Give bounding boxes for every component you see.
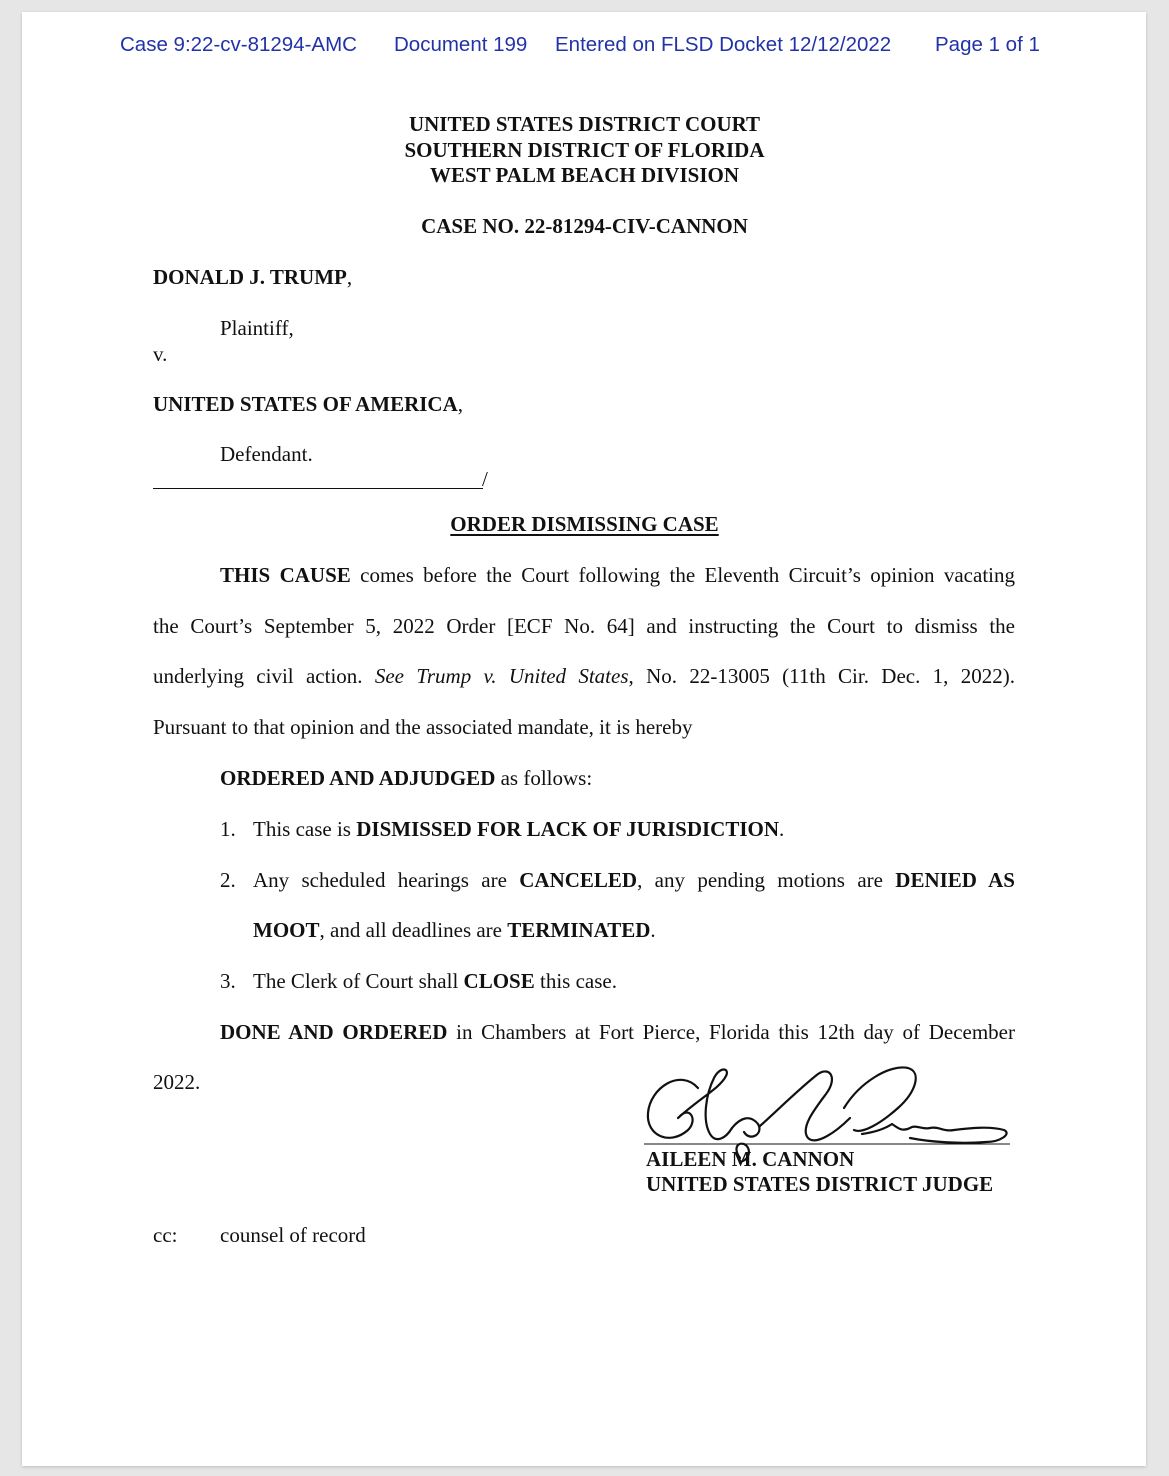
court-district: SOUTHERN DISTRICT OF FLORIDA [404,138,765,162]
judge-name: AILEEN M. CANNON [646,1147,855,1171]
defendant-name: UNITED STATES OF AMERICA, [153,392,463,416]
caption-rule [153,488,483,489]
item-1-number: 1. [220,817,236,841]
cc-label: cc: [153,1223,178,1247]
case-number: CASE NO. 22-81294-CIV-CANNON [421,214,748,238]
stamp-document: Document 199 [394,33,528,56]
item-2-line-1: Any scheduled hearings are CANCELED, any pending motions are DENIED AS [253,868,1015,892]
paragraph-line-4: Pursuant to that opinion and the associated mandate, it is hereby [153,715,693,739]
done-year: 2022. [153,1070,201,1094]
paragraph-line-3: underlying civil action. See Trump v. United States, No. 22-13005 (11th Cir. Dec. 1, 2022). [153,664,1015,688]
stamp-case: Case 9:22-cv-81294-AMC [120,33,357,56]
item-2-number: 2. [220,868,236,892]
order-title: ORDER DISMISSING CASE [450,512,719,536]
item-3-number: 3. [220,969,236,993]
cc-value: counsel of record [220,1223,366,1247]
item-2-line-2: MOOT, and all deadlines are TERMINATED. [253,918,656,942]
stamp-page: Page 1 of 1 [935,33,1040,56]
plaintiff-name: DONALD J. TRUMP, [153,265,353,289]
done-ordered: DONE AND ORDERED in Chambers at Fort Pierce, Florida this 12th day of December [220,1020,1015,1044]
item-1-text: This case is DISMISSED FOR LACK OF JURISDICTION. [253,817,785,841]
caption-slash: / [482,467,488,491]
item-3-text: The Clerk of Court shall CLOSE this case. [253,969,617,993]
judge-title: UNITED STATES DISTRICT JUDGE [646,1172,994,1196]
paragraph-line-1: THIS CAUSE comes before the Court following the Eleventh Circuit’s opinion vacating [220,563,1015,587]
plaintiff-role: Plaintiff, [220,316,294,340]
court-division: WEST PALM BEACH DIVISION [429,163,740,187]
ordered-adjudged: ORDERED AND ADJUDGED as follows: [220,766,593,790]
court-name: UNITED STATES DISTRICT COURT [408,112,761,136]
versus: v. [153,342,168,366]
defendant-role: Defendant. [220,442,313,466]
paragraph-line-2: the Court’s September 5, 2022 Order [ECF No. 64] and instructing the Court to dismiss the [153,614,1015,638]
stamp-entered: Entered on FLSD Docket 12/12/2022 [555,33,892,56]
case-citation: See Trump v. United States [374,664,629,688]
